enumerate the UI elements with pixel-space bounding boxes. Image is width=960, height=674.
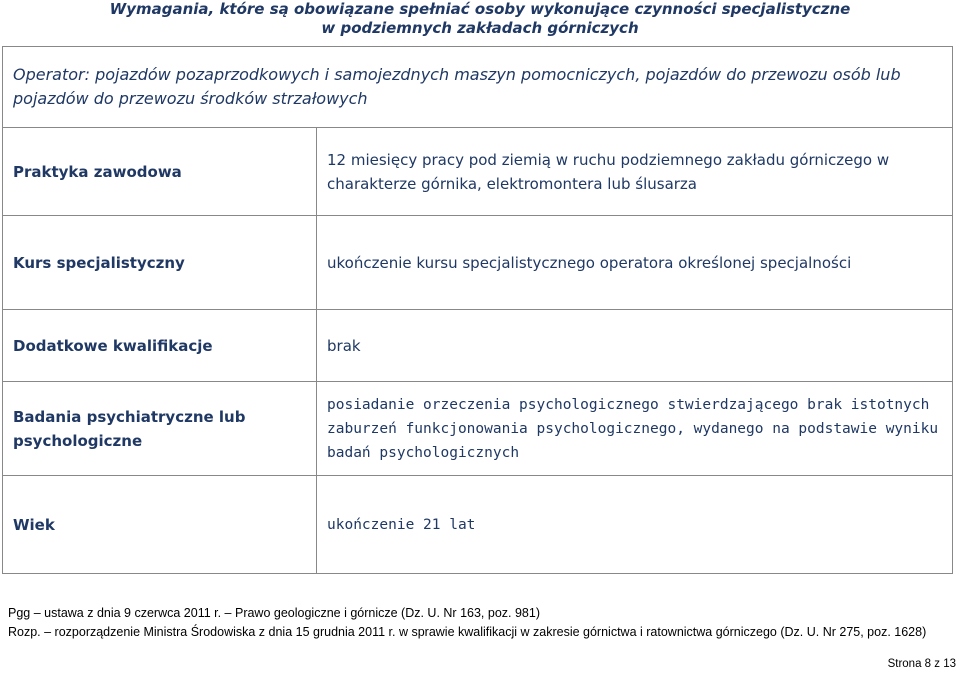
table-row [3,128,953,216]
header-line-2: w podziemnych zakładach górniczych [321,19,639,37]
row-label: Badania psychiatryczne lub psychologiczne [3,382,317,476]
row-label: Kurs specjalistyczny [3,216,317,310]
table-title-row [3,47,953,128]
row-value: ukończenie kursu specjalistycznego operatora określonej specjalności [317,216,953,310]
footer-pgg: Pgg – ustawa z dnia 9 czerwca 2011 r. – Prawo geologiczne i górnicze (Dz. U. Nr 163, poz. 981) [8,606,540,620]
row-label: Praktyka zawodowa [3,128,317,216]
row-value: ukończenie 21 lat [317,476,953,574]
page-number: Strona 8 z 13 [887,658,956,670]
row-label: Dodatkowe kwalifikacje [3,310,317,382]
table-row [3,476,953,574]
footer-notes [8,604,958,642]
row-label: Wiek [3,476,317,574]
table-row [3,382,953,476]
footer-rozp: Rozp. – rozporządzenie Ministra Środowiska z dnia 15 grudnia 2011 r. w sprawie kwalifikacji w zakresie górnictwa i ratownictwa górniczego (Dz. U. Nr 275, poz. 1628) [8,625,927,639]
row-value: 12 miesięcy pracy pod ziemią w ruchu podziemnego zakładu górniczego w charakterze górnika, elektromontera lub ślusarza [317,128,953,216]
page-header [0,0,960,38]
table-title: Operator: pojazdów pozaprzodkowych i samojezdnych maszyn pomocniczych, pojazdów do przewozu osób lub pojazdów do przewozu środków strzałowych [3,47,953,128]
table-row [3,216,953,310]
row-value: brak [317,310,953,382]
requirements-table [2,46,953,574]
header-line-1: Wymagania, które są obowiązane spełniać osoby wykonujące czynności specjalistyczne [109,0,851,18]
row-value: posiadanie orzeczenia psychologicznego stwierdzającego brak istotnych zaburzeń funkcjonowania psychologicznego, wydanego na podstawie wyniku badań psychologicznych [317,382,953,476]
table-row [3,310,953,382]
